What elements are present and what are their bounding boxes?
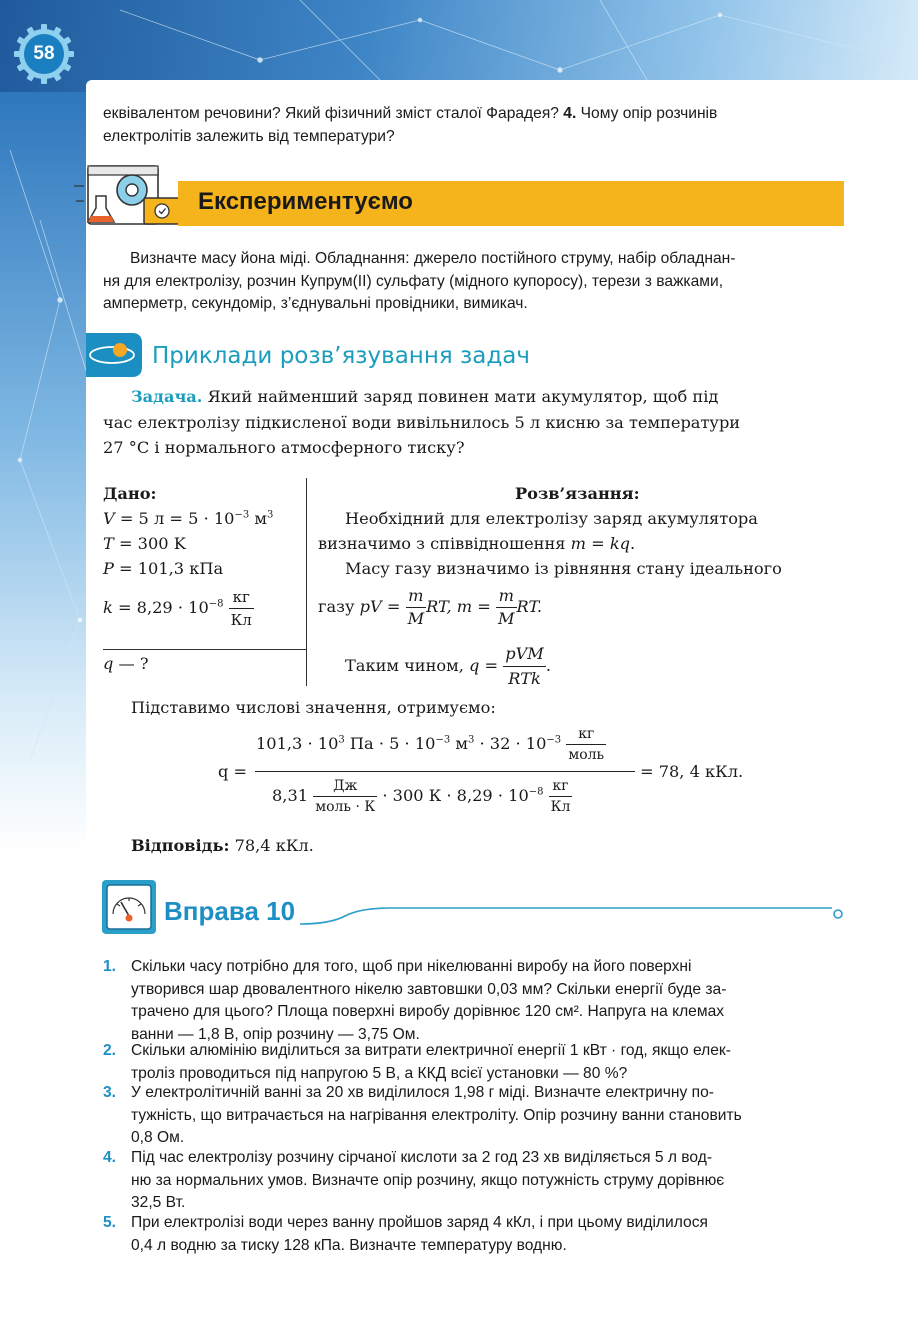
given-temperature: T = 300 K <box>103 534 186 553</box>
substitution-text: Підставимо числові значення, отримуємо: <box>131 698 496 717</box>
answer-line <box>131 836 314 855</box>
given-unknown: q — ? <box>103 654 149 673</box>
exercise-item: Скільки часу потрібно для того, щоб при нікелюванні виробу на його поверхні утворився шар двовалентного нікелю завтовшки 0,03 мм? Скільки енергії буде за- трачено для цього? Площа поверхні виробу дорівнює 120 см². Напруга на клемах ванни — 1,8 В, опір розчину — 3,75 Ом. <box>131 958 727 1043</box>
gauge-exercise-icon <box>102 880 156 934</box>
given-divider-vertical <box>306 478 307 686</box>
answer-value: 78,4 кКл. <box>229 836 314 855</box>
exercise-item: Скільки алюмінію виділиться за витрати електричної енергії 1 кВт · год, якщо елек- троліз проводиться під напругою 5 В, а ККД всієї установки — 80 %? <box>131 1042 731 1082</box>
exercise-title-underline <box>300 904 850 928</box>
solution-line: Необхідний для електролізу заряд акумулятора <box>345 509 758 528</box>
equation-result: = 78, 4 кКл. <box>640 762 744 781</box>
charge-formula: Таким чином, q = $\frac{\text{pVM}}{\text{RTk}}$ . <box>345 644 552 688</box>
experiment-line: ня для електролізу, розчин Купрум(II) сульфату (мідного купоросу), терези з важками, <box>103 272 724 290</box>
given-title: Дано: <box>103 484 157 503</box>
exercise-title: Вправа 10 <box>164 896 296 926</box>
exercise-item: У електролітичній ванні за 20 хв виділилося 1,98 г міді. Визначте електричну по- тужність, що витрачається на нагрівання електроліту. Опір розчину ванни становить 0,8 Ом. <box>131 1084 742 1146</box>
problem-line: 27 °С і нормального атмосферного тиску? <box>103 438 465 457</box>
exercise-number: 1. <box>103 958 117 975</box>
experiment-title: Експериментуємо <box>198 188 413 215</box>
intro-text: Чому опір розчинів <box>576 105 718 122</box>
exercise-number: 4. <box>103 1149 117 1166</box>
problem-line: час електролізу підкисленої води вивільнилось 5 л кисню за температури <box>103 412 741 432</box>
lab-equipment-icon <box>74 156 186 234</box>
equation-fraction-bar <box>255 771 635 772</box>
problem-line: Який найменший заряд повинен мати акумулятор, щоб під <box>202 387 719 406</box>
intro-paragraph <box>103 103 845 148</box>
solution-line: Масу газу визначимо із рівняння стану ідеального <box>345 559 782 578</box>
atom-examples-icon <box>86 333 142 377</box>
intro-text: електролітів залежить від температури? <box>103 127 395 145</box>
given-volume: V = 5 $л = 5 \cdot 10^{-3}$ $м^3$ <box>103 509 274 528</box>
equation-numerator: $101,3 \cdot 10^3$ Па · $5 \cdot 10^{-3}$ $м^3 \cdot 32 \cdot 10^{-3}$ $\frac{кг}{\text{моль}}$ <box>256 726 605 763</box>
answer-label: Відповідь: <box>131 836 230 855</box>
given-k: $k = 8,29 \cdot 10^{-8}$ $\frac{кг}{Кл}$ <box>103 588 252 629</box>
experiment-text <box>103 248 845 316</box>
problem-text <box>103 384 845 461</box>
exercise-item: Під час електролізу розчину сірчаної кислоти за 2 год 23 хв виділяється 5 л вод- ню за нормальних умов. Визначте опір розчину, якщо потужність струму дорівнює 32,5 Вт. <box>131 1149 725 1211</box>
experiment-line: амперметр, секундомір, з’єднувальні провідники, вимикач. <box>103 295 528 312</box>
problem-label: Задача. <box>131 387 203 406</box>
ideal-gas-equation: газу pV = $\frac{m}{M}$ RT, m = $\frac{m}{M}$ RT. <box>318 586 543 628</box>
question-number: 4. <box>563 105 577 122</box>
page-number: 58 <box>33 43 55 64</box>
exercise-item: При електролізі води через ванну пройшов заряд 4 кКл, і при цьому виділилося 0,4 л водню за тиску 128 кПа. Визначте температуру водню. <box>131 1214 708 1254</box>
given-divider-horizontal <box>103 649 306 650</box>
equation-denominator: 8,31 $\frac{Дж}{\text{моль · К}}$ · 300 $К \cdot 8,29 \cdot 10^{-8}$ $\frac{кг}{Кл}$ <box>272 778 571 815</box>
examples-title: Приклади розв’язування задач <box>152 343 530 369</box>
experiment-line: Визначте масу йона міді. Обладнання: джерело постійного струму, набір обладнан- <box>130 250 736 267</box>
given-pressure: P = 101,3 кПа <box>103 559 224 578</box>
exercise-number: 5. <box>103 1214 117 1231</box>
solution-line: визначимо з співвідношення m = kq. <box>318 534 636 553</box>
exercise-number: 2. <box>103 1042 117 1059</box>
exercise-number: 3. <box>103 1084 117 1101</box>
solution-title: Розв’язання: <box>515 484 640 503</box>
intro-text: еквівалентом речовини? Який фізичний зміст сталої Фарадея? <box>103 105 564 122</box>
equation-lhs: q = <box>218 762 248 781</box>
